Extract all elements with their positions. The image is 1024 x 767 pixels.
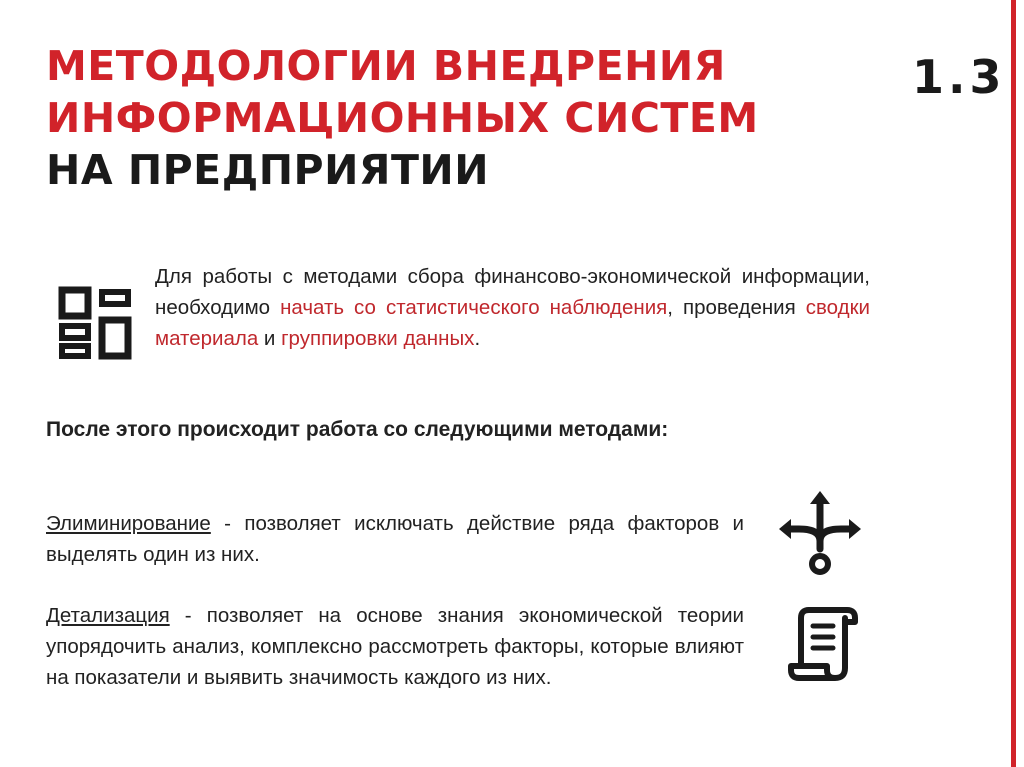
document-scroll-icon bbox=[787, 606, 859, 682]
intro-text-4: . bbox=[474, 327, 481, 350]
accent-bar bbox=[1011, 0, 1016, 767]
intro-text-2: , проведения bbox=[667, 296, 806, 319]
method-detailing bbox=[46, 600, 744, 693]
intro-text-3: и bbox=[258, 327, 282, 350]
method-desc-elimination: - позволяет исключать действие ряда факторов и выделять один из них. bbox=[46, 512, 744, 566]
fork-arrows-icon bbox=[779, 491, 861, 577]
slide-title bbox=[46, 40, 866, 196]
intro-highlight-3: группировки данных bbox=[281, 327, 475, 350]
methods-heading: После этого происходит работа со следующими методами: bbox=[46, 418, 669, 441]
method-term-detailing: Детализация bbox=[46, 604, 170, 627]
method-elimination bbox=[46, 508, 744, 570]
intro-highlight-1: начать со статистического наблюдения bbox=[280, 296, 668, 319]
title-line-3: НА ПРЕДПРИЯТИИ bbox=[46, 146, 490, 194]
intro-highlight-2: сводки материала bbox=[155, 296, 870, 350]
method-term-elimination: Элиминирование bbox=[46, 512, 211, 535]
intro-paragraph bbox=[155, 261, 870, 354]
intro-text-1: Для работы с методами сбора финансово-экономической информации, необходимо bbox=[155, 265, 870, 319]
title-line-1: МЕТОДОЛОГИИ ВНЕДРЕНИЯ bbox=[46, 42, 726, 90]
title-line-2: ИНФОРМАЦИОННЫХ СИСТЕМ bbox=[46, 94, 759, 142]
grid-icon bbox=[58, 286, 132, 360]
method-desc-detailing: - позволяет на основе знания экономической теории упорядочить анализ, комплексно рассмотреть факторы, которые влияют на показатели и выявить значимость каждого из них. bbox=[46, 604, 744, 689]
slide-number: 1.3 bbox=[912, 50, 1006, 104]
